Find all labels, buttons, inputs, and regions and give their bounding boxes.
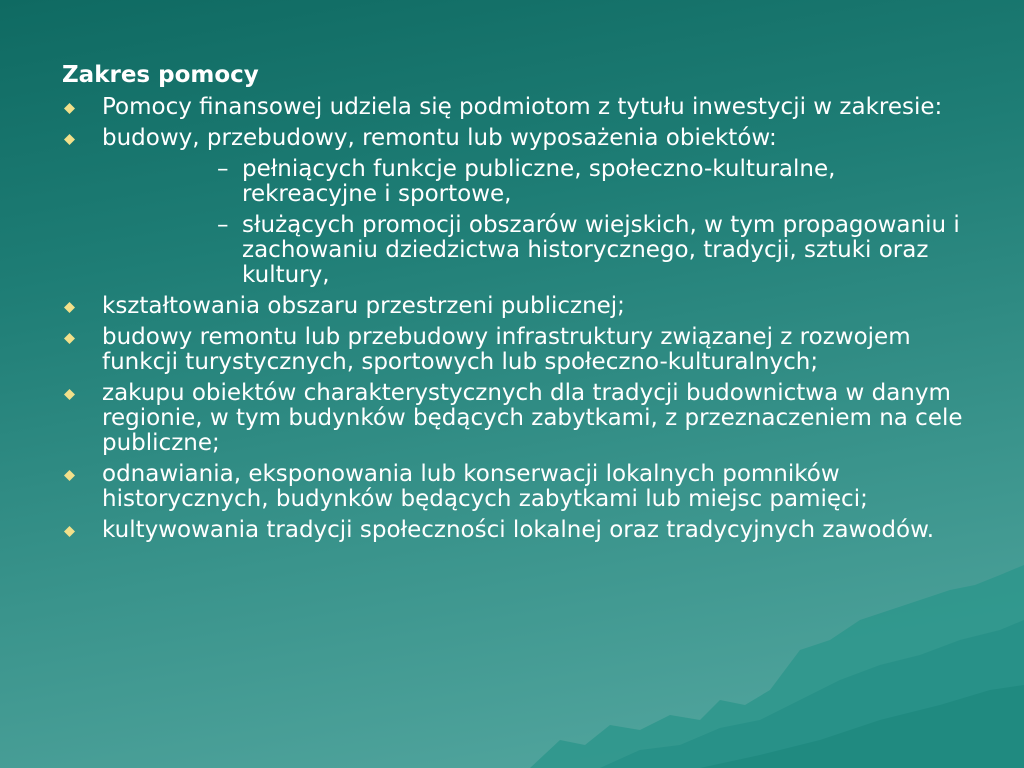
list-item — [62, 462, 972, 512]
list-item-text: budowy, przebudowy, remontu lub wyposażenia obiektów: — [102, 125, 777, 151]
list-item — [62, 294, 972, 319]
diamond-bullet-icon — [64, 470, 75, 481]
list-item — [62, 381, 972, 456]
list-item — [62, 126, 972, 151]
list-item-text: zakupu obiektów charakterystycznych dla tradycji budownictwa w danym regionie, w tym budynków będących zabytkami, z przeznaczeniem na cele publiczne; — [102, 380, 963, 456]
list-item-text: budowy remontu lub przebudowy infrastruktury związanej z rozwojem funkcji turystycznych, sportowych lub społeczno-kulturalnych; — [102, 324, 911, 375]
sub-list-item-text: służących promocji obszarów wiejskich, w tym propagowaniu i zachowaniu dziedzictwa historycznego, tradycji, sztuki oraz kultury, — [242, 212, 960, 288]
slide-content — [62, 62, 972, 752]
sub-list-item-text: pełniących funkcje publiczne, społeczno-kulturalne, rekreacyjne i sportowe, — [242, 156, 836, 207]
list-item — [62, 518, 972, 543]
list-item — [62, 325, 972, 375]
diamond-bullet-icon — [64, 333, 75, 344]
diamond-bullet-icon — [64, 526, 75, 537]
list-item-text: kultywowania tradycji społeczności lokalnej oraz tradycyjnych zawodów. — [102, 517, 935, 543]
diamond-bullet-icon — [64, 134, 75, 145]
list-item-text: Pomocy finansowej udziela się podmiotom z tytułu inwestycji w zakresie: — [102, 94, 943, 120]
list-item-text: kształtowania obszaru przestrzeni publicznej; — [102, 293, 625, 319]
dash-marker: – — [217, 212, 229, 238]
sub-list-item — [62, 213, 972, 288]
sub-list-item — [62, 157, 972, 207]
diamond-bullet-icon — [64, 103, 75, 114]
list-item-text: odnawiania, eksponowania lub konserwacji lokalnych pomników historycznych, budynków będących zabytkami lub miejsc pamięci; — [102, 461, 868, 512]
diamond-bullet-icon — [64, 389, 75, 400]
dash-marker: – — [217, 156, 229, 182]
list-item — [62, 95, 972, 120]
slide-title: Zakres pomocy — [62, 62, 259, 88]
diamond-bullet-icon — [64, 302, 75, 313]
